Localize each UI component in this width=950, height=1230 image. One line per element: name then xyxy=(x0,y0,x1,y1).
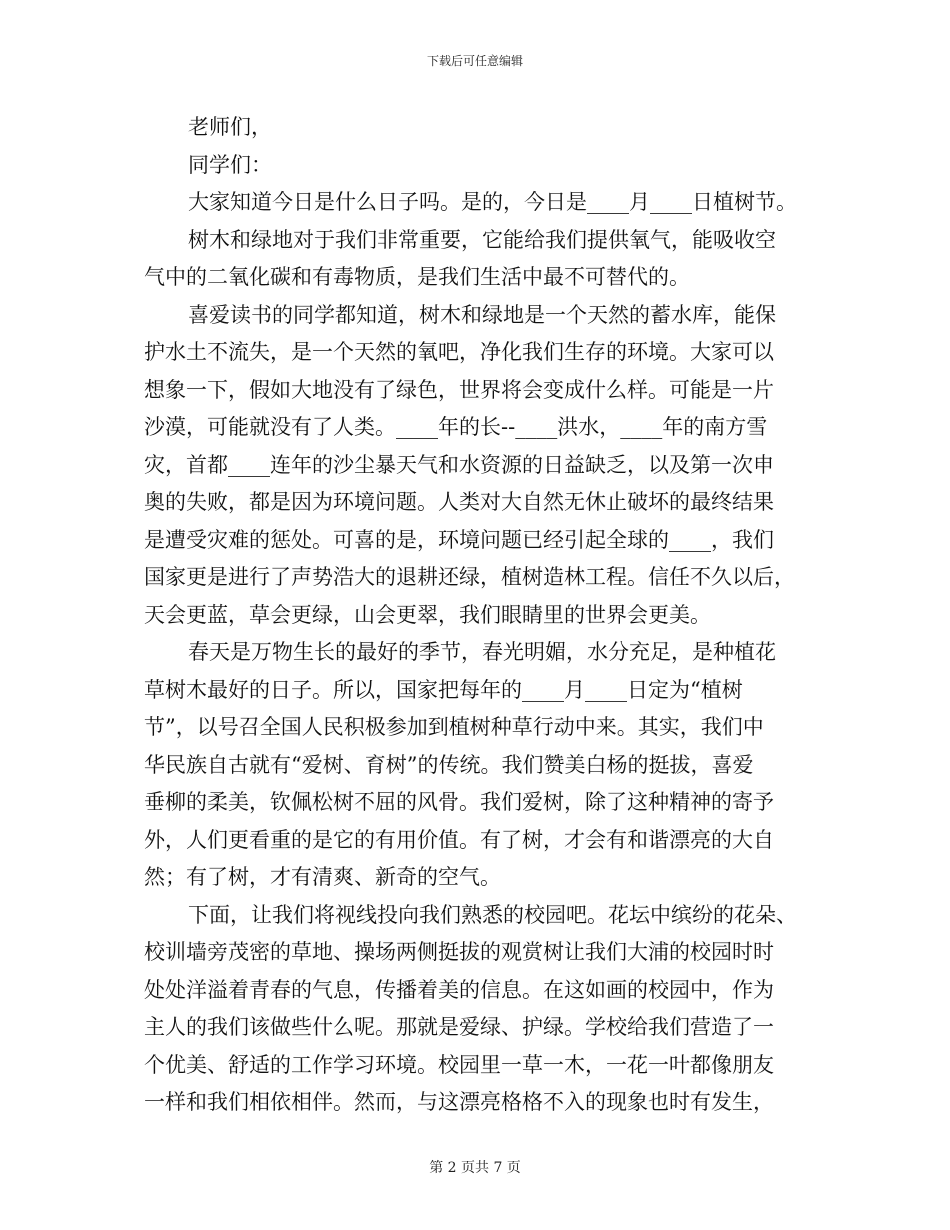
text-line: 华民族自古就有“爱树、育树”的传统。我们赞美白杨的挺拔，喜爱 xyxy=(144,752,754,777)
text-line: 护水土不流失，是一个天然的氧吧，净化我们生存的环境。大家可以 xyxy=(144,340,774,364)
text-line: 灾，首都____连年的沙尘暴天气和水资源的日益缺乏，以及第一次申 xyxy=(144,452,774,477)
text-line: 然；有了树，才有清爽、新奇的空气。 xyxy=(144,865,501,889)
document-body xyxy=(144,109,814,1122)
text-line: 气中的二氧化碳和有毒物质，是我们生活中最不可替代的。 xyxy=(144,265,690,289)
page-header: 下载后可任意编辑 xyxy=(426,54,523,68)
text-line: 节”，以号召全国人民积极参加到植树种草行动中来。其实，我们中 xyxy=(144,715,764,739)
text-line: 垂柳的柔美，钦佩松树不屈的风骨。我们爱树，除了这种精神的寄予 xyxy=(144,790,774,814)
text-line: 老师们， xyxy=(188,115,272,139)
text-line: 主人的我们该做些什么呢。那就是爱绿、护绿。学校给我们营造了一 xyxy=(144,1015,774,1039)
text-line: 处处洋溢着青春的气息，传播着美的信息。在这如画的校园中，作为 xyxy=(144,977,774,1002)
text-line: 个优美、舒适的工作学习环境。校园里一草一木，一花一叶都像朋友 xyxy=(144,1052,774,1077)
text-line: 国家更是进行了声势浩大的退耕还绿，植树造林工程。信任不久以后， xyxy=(144,565,795,589)
text-line: 一样和我们相依相伴。然而，与这漂亮格格不入的现象也时有发生， xyxy=(144,1090,774,1114)
text-line: 想象一下，假如大地没有了绿色，世界将会变成什么样。可能是一片 xyxy=(144,377,774,402)
text-line: 是遭受灾难的惩处。可喜的是，环境问题已经引起全球的____，我们 xyxy=(144,527,774,552)
text-line: 外，人们更看重的是它的有用价值。有了树，才会有和谐漂亮的大自 xyxy=(144,827,774,852)
page-number-footer: 第 2 页共 7 页 xyxy=(429,1160,521,1176)
text-line: 春天是万物生长的最好的季节，春光明媚，水分充足，是种植花 xyxy=(188,640,776,664)
text-line: 奥的失败，都是因为环境问题。人类对大自然无休止破坏的最终结果 xyxy=(144,490,774,514)
text-line: 校训墙旁茂密的草地、操场两侧挺拔的观赏树让我们大浦的校园时时 xyxy=(144,940,774,964)
text-line: 草树木最好的日子。所以，国家把每年的____月____日定为“植树 xyxy=(144,677,743,702)
text-line: 沙漠，可能就没有了人类。____年的长--____洪水，____年的南方雪 xyxy=(144,415,768,439)
text-line: 下面，让我们将视线投向我们熟悉的校园吧。花坛中缤纷的花朵、 xyxy=(188,902,797,927)
text-line: 喜爱读书的同学都知道，树木和绿地是一个天然的蓄水库，能保 xyxy=(188,302,776,327)
text-line: 树木和绿地对于我们非常重要，它能给我们提供氧气，能吸收空 xyxy=(188,227,776,252)
text-line: 大家知道今日是什么日子吗。是的，今日是____月____日植树节。 xyxy=(188,190,797,214)
text-line: 同学们： xyxy=(188,152,272,177)
text-line: 天会更蓝，草会更绿，山会更翠，我们眼睛里的世界会更美。 xyxy=(144,602,711,627)
